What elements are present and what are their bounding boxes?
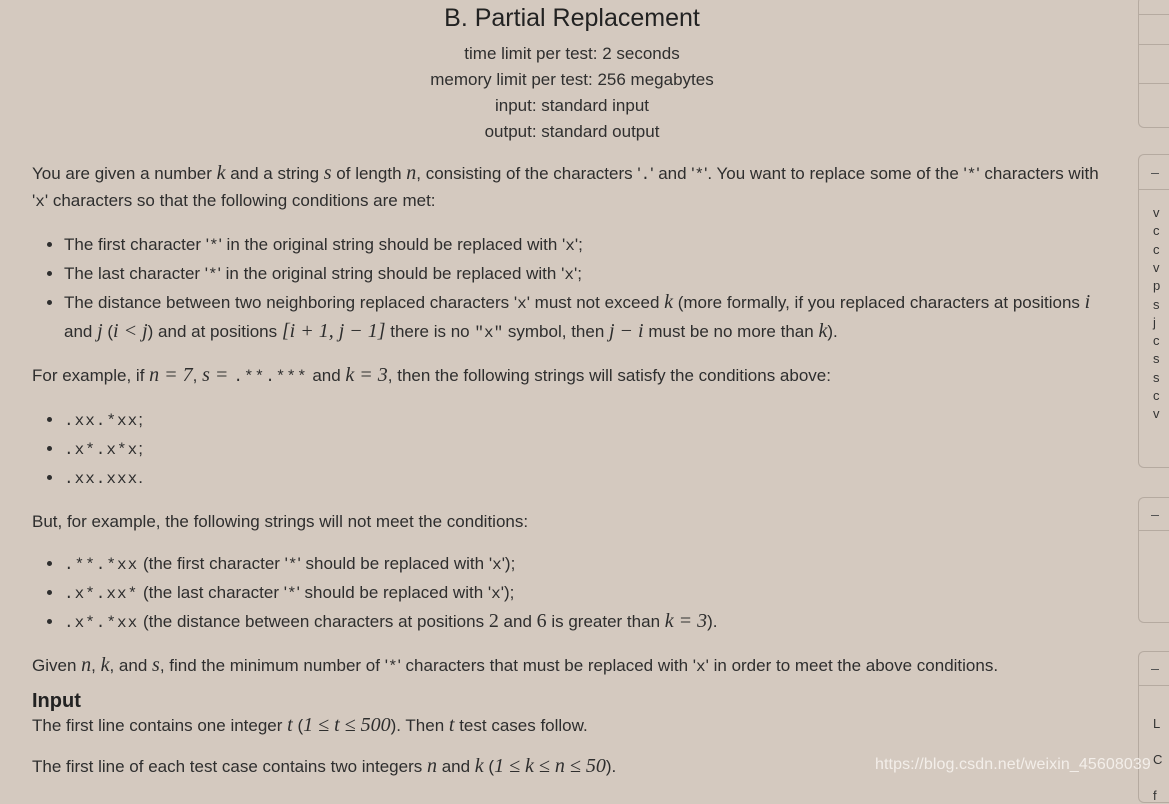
panel-divider	[1139, 44, 1169, 45]
valid-examples-list	[32, 406, 1112, 493]
panel-text-fragment: p	[1153, 278, 1161, 294]
time-limit: time limit per test: 2 seconds	[464, 44, 680, 63]
panel-divider	[1139, 685, 1169, 686]
panel-divider	[1139, 189, 1169, 190]
problem-header	[0, 0, 1144, 145]
panel-text-fragment: f	[1153, 788, 1157, 803]
memory-limit: memory limit per test: 256 megabytes	[430, 70, 714, 89]
output-spec: output: standard output	[484, 122, 660, 141]
task-statement: Given n, k, and s, find the minimum number of '*' characters that must be replaced with 'x' in order to meet the above conditions.	[32, 654, 999, 676]
invalid-examples-list	[32, 550, 1112, 637]
panel-text-fragment: L	[1153, 716, 1161, 731]
sidebar-panel-2	[1138, 154, 1169, 468]
panel-text-fragment: c	[1153, 388, 1160, 403]
list-item: • .x*.x*x;	[64, 435, 1112, 464]
list-item: • .**.*xx (the first character '*' should be replaced with 'x');	[64, 550, 1112, 579]
problem-title: B. Partial Replacement	[444, 4, 700, 32]
input-line-2: The first line of each test case contains two integers n and k (1 ≤ k ≤ n ≤ 50).	[32, 755, 617, 777]
panel-text-fragment: C	[1153, 752, 1163, 767]
problem-limits	[0, 41, 1144, 145]
counter-intro: But, for example, the following strings will not meet the conditions:	[32, 512, 529, 531]
sidebar-panel-4	[1138, 651, 1169, 803]
sidebar-panel-3	[1138, 497, 1169, 623]
panel-text-fragment: v	[1153, 406, 1160, 422]
panel-collapse-icon[interactable]	[1151, 669, 1159, 670]
panel-divider	[1139, 83, 1169, 84]
panel-collapse-icon[interactable]	[1151, 515, 1159, 516]
input-spec: input: standard input	[494, 96, 650, 115]
list-item: • .x*.xx* (the last character '*' should be replaced with 'x');	[64, 579, 1112, 608]
conditions-list	[32, 231, 1112, 347]
panel-text-fragment: v	[1153, 205, 1160, 220]
panel-text-fragment: s	[1153, 296, 1160, 312]
panel-text-fragment: s	[1153, 351, 1160, 367]
panel-collapse-icon[interactable]	[1151, 173, 1159, 174]
list-item: • .xx.*xx;	[64, 406, 1112, 435]
panel-text-fragment: c	[1153, 223, 1160, 239]
input-heading: Input	[32, 690, 81, 712]
statement-intro: You are given a number k and a string s of length n, consisting of the characters '.' and '*'. You want to replace some of the '*' characters with 'x' characters so that the following conditions are met:	[32, 162, 1099, 211]
list-item: • The first character '*' in the original string should be replaced with 'x';	[64, 231, 1112, 260]
list-item: • .xx.xxx.	[64, 464, 1112, 493]
panel-text-fragment: v	[1153, 259, 1160, 275]
panel-divider	[1139, 530, 1169, 531]
watermark: https://blog.csdn.net/weixin_45608039	[875, 756, 1151, 773]
example-intro: For example, if n = 7, s = .**.*** and k = 3, then the following strings will satisfy the conditions above:	[32, 364, 831, 386]
panel-text-fragment: c	[1153, 241, 1160, 257]
input-line-1: The first line contains one integer t (1 ≤ t ≤ 500). Then t test cases follow.	[32, 714, 588, 736]
panel-divider	[1139, 14, 1169, 15]
list-item: • The distance between two neighboring replaced characters 'x' must not exceed k (more formally, if you replaced characters at positions i and j (i < j) and at positions [i + 1, j − 1] there is no "x" symbol, then j − i must be no more than k).	[64, 289, 1112, 347]
problem-statement	[32, 161, 1112, 779]
list-item: • The last character '*' in the original string should be replaced with 'x';	[64, 260, 1112, 289]
panel-text-fragment: j	[1153, 314, 1156, 330]
list-item: • .x*.*xx (the distance between characters at positions 2 and 6 is greater than k = 3).	[64, 608, 1112, 637]
sidebar-panel-1	[1138, 0, 1169, 128]
panel-text-fragment: s	[1153, 369, 1160, 385]
panel-text-fragment: c	[1153, 333, 1160, 349]
